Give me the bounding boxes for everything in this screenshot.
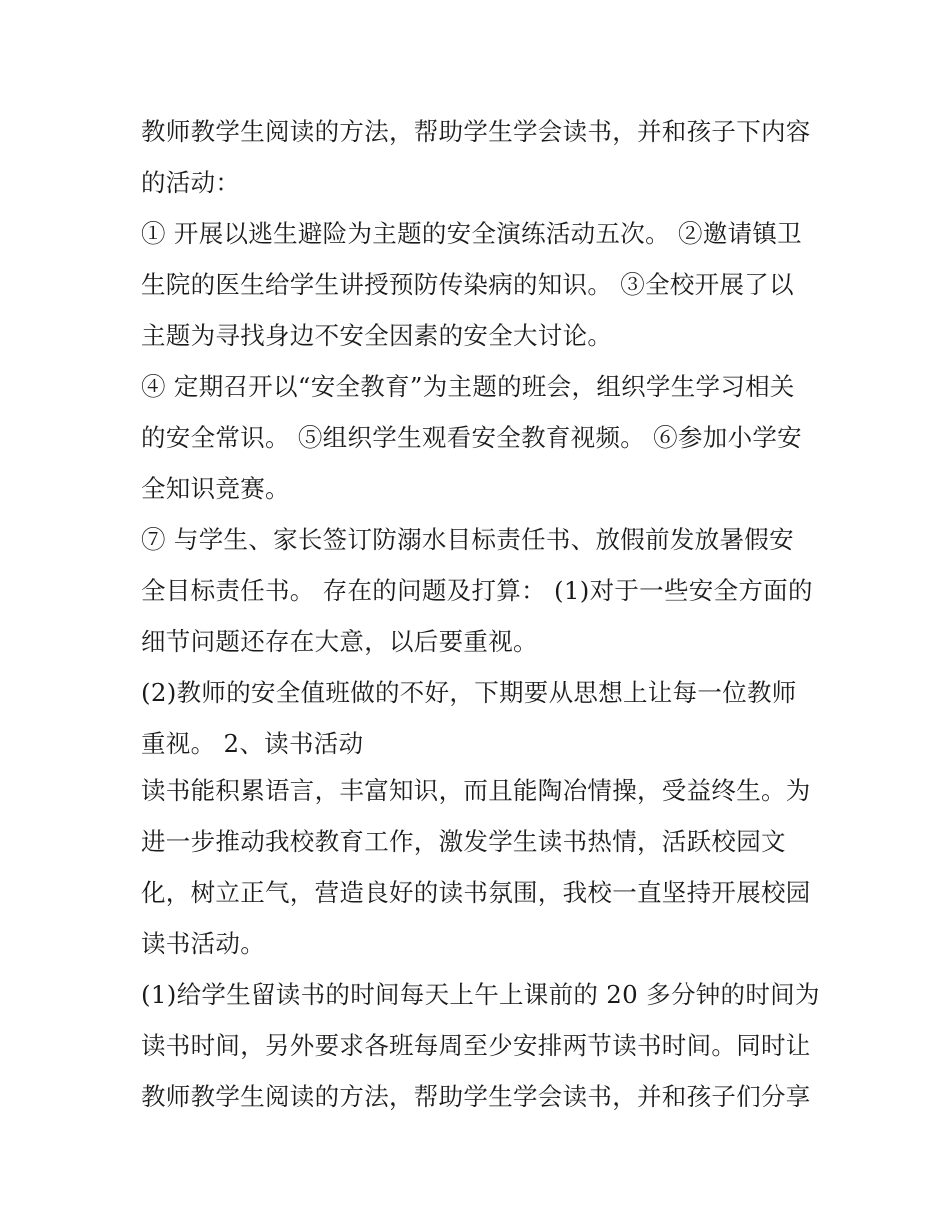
text-line: ① 开展以逃生避险为主题的安全演练活动五次。 ②邀请镇卫 bbox=[141, 219, 802, 248]
text-line: 读书能积累语言，丰富知识，而且能陶冶情操，受益终生。为 bbox=[141, 776, 811, 805]
text-line: 生院的医生给学生讲授预防传染病的知识。 ③全校开展了以 bbox=[141, 270, 794, 299]
text-line: 读书活动。 bbox=[141, 929, 265, 958]
text-line: 的活动： bbox=[141, 168, 241, 197]
text-line: 全知识竞赛。 bbox=[141, 474, 290, 503]
text-line: 读书时间，另外要求各班每周至少安排两节读书时间。同时让 bbox=[141, 1031, 811, 1060]
text-line: 进一步推动我校教育工作，激发学生读书热情，活跃校园文 bbox=[141, 827, 786, 856]
text-line: 全目标责任书。 存在的问题及打算： (1)对于一些安全方面的 bbox=[141, 576, 813, 605]
body-text bbox=[141, 110, 821, 1126]
text-line: ⑦ 与学生、家长签订防溺水目标责任书、放假前发放暑假安 bbox=[141, 525, 794, 554]
text-line: ④ 定期召开以“安全教育”为主题的班会，组织学生学习相关 bbox=[141, 372, 795, 401]
text-line: 的安全常识。 ⑤组织学生观看安全教育视频。 ⑥参加小学安 bbox=[141, 423, 802, 452]
text-line: 主题为寻找身边不安全因素的安全大讨论。 bbox=[141, 321, 613, 350]
text-line: 教师教学生阅读的方法，帮助学生学会读书，并和孩子下内容 bbox=[141, 117, 811, 146]
text-line: 细节问题还存在大意，以后要重视。 bbox=[141, 627, 538, 656]
text-line: 教师教学生阅读的方法，帮助学生学会读书，并和孩子们分享 bbox=[141, 1082, 811, 1111]
text-line: 化，树立正气，营造良好的读书氛围，我校一直坚持开展校园 bbox=[141, 878, 811, 907]
text-line: (2)教师的安全值班做的不好，下期要从思想上让每一位教师 bbox=[141, 678, 797, 707]
text-line: 重视。 2、读书活动 bbox=[141, 729, 364, 758]
text-line: (1)给学生留读书的时间每天上午上课前的 20 多分钟的时间为 bbox=[141, 980, 820, 1009]
